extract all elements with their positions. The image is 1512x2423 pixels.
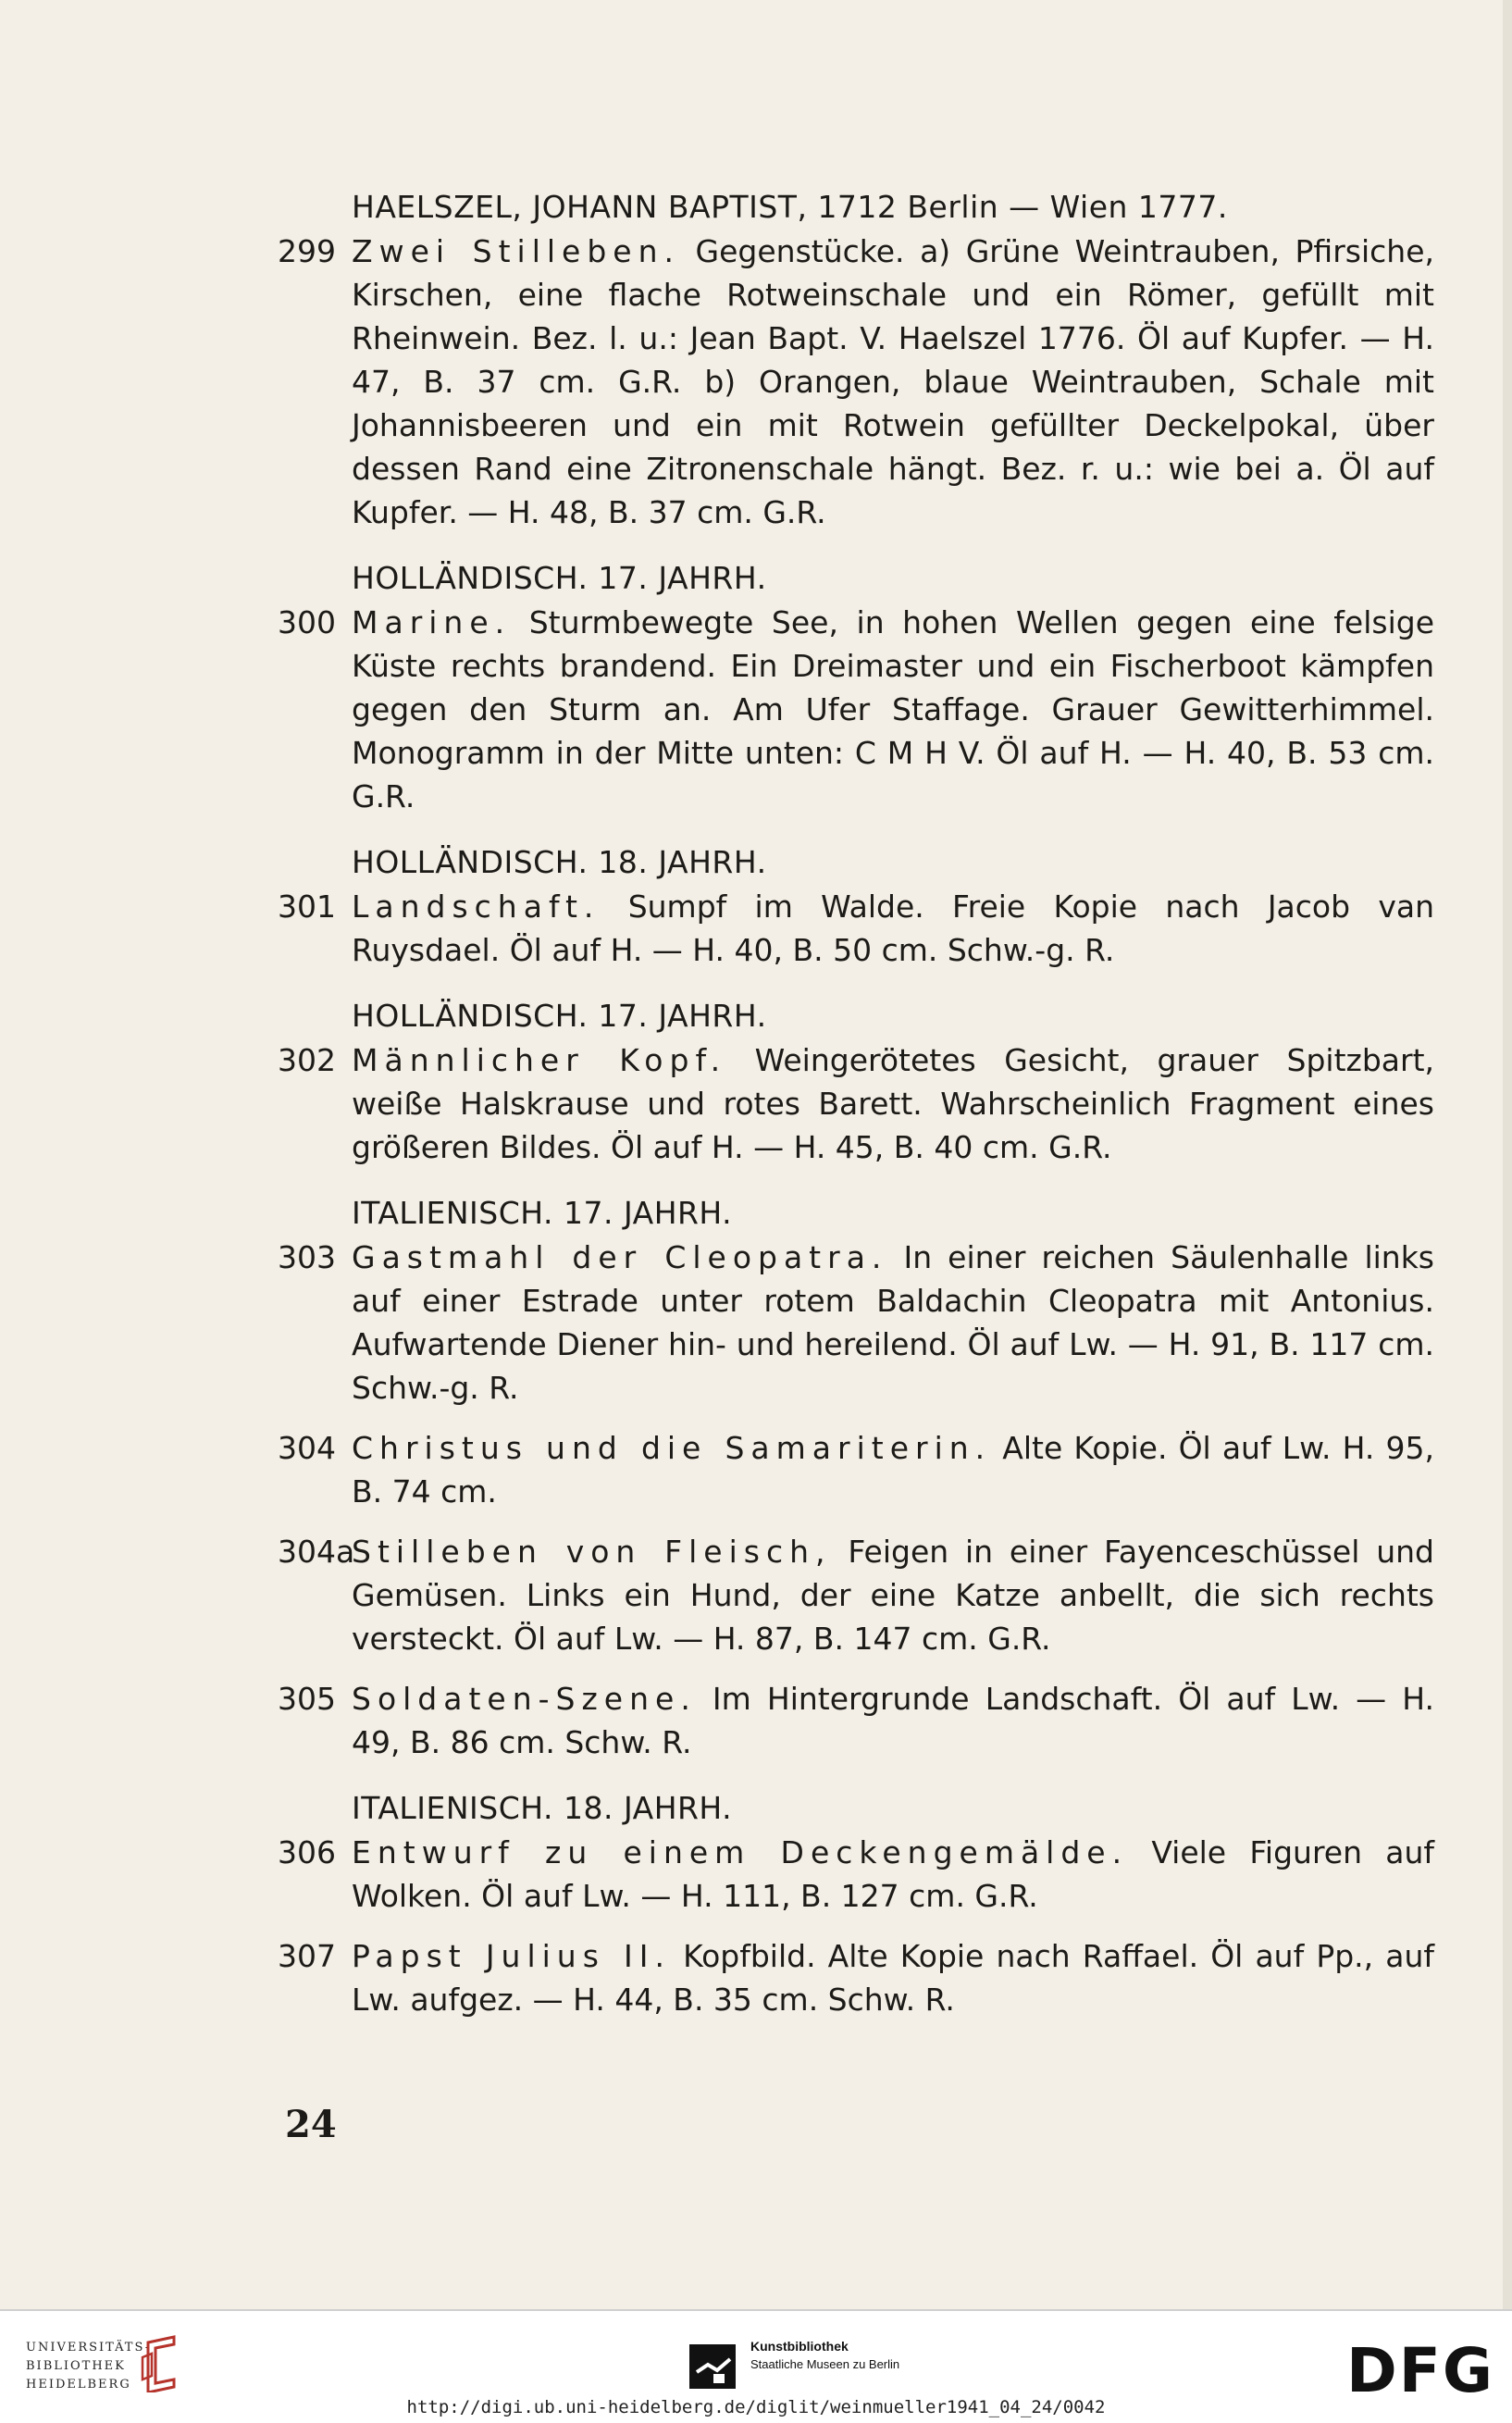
- catalog-entry: [278, 601, 1434, 818]
- entry-number: 307: [278, 1938, 336, 1974]
- entry-text: Weingerötetes Gesicht, grauer Spitzbart, weiße Halskrause und rotes Barett. Wahrscheinlich Fragment eines größeren Bildes. Öl auf H. — H. 45, B. 40 cm. G.R.: [352, 1042, 1435, 1165]
- kunstbibliothek-logo[interactable]: [689, 2335, 976, 2391]
- entry-text: Gegenstücke. a) Grüne Weintrauben, Pfirsiche, Kirschen, eine flache Rotweinschale und ein Römer, gefüllt mit Rheinwein. Bez. l. u.: Jean Bapt. V. Haelszel 1776. Öl auf Kupfer. — H. 47, B. 37 cm. G.R. b) Orangen, blaue Weintrauben, Schale mit Johannisbeeren und ein mit Rotwein gefüllter Deckelpokal, über dessen Rand eine Zitronenschale hängt. Bez. r. u.: wie bei a. Öl auf Kupfer. — H. 48, B. 37 cm. G.R.: [352, 233, 1434, 530]
- catalog-entry: [278, 1677, 1434, 1764]
- university-logo-line: UNIVERSITÄTS-: [26, 2341, 152, 2355]
- university-mark-icon: [139, 2335, 181, 2392]
- entry-title: Marine.: [352, 604, 512, 640]
- catalog-entry: [278, 230, 1434, 534]
- entry-number: 300: [278, 604, 336, 640]
- entry-title: Soldaten-Szene.: [352, 1681, 697, 1717]
- kunstbibliothek-subtitle: Staatliche Museen zu Berlin: [750, 2357, 900, 2371]
- entry-text: Im Hintergrunde Landschaft. Öl auf Lw. — H. 49, B. 86 cm. Schw. R.: [352, 1681, 1434, 1760]
- section-heading: HOLLÄNDISCH. 18. JAHRH.: [352, 844, 767, 880]
- university-logo-line: HEIDELBERG: [26, 2378, 131, 2392]
- entry-text: Viele Figuren auf Wolken. Öl auf Lw. — H. 111, B. 127 cm. G.R.: [352, 1834, 1434, 1914]
- section-heading: HOLLÄNDISCH. 17. JAHRH.: [352, 998, 767, 1034]
- entry-number: 304: [278, 1430, 336, 1466]
- entry-title: Zwei Stilleben.: [352, 233, 680, 269]
- entry-text: Alte Kopie. Öl auf Lw. H. 95, B. 74 cm.: [352, 1430, 1434, 1510]
- catalog-entry: [278, 1038, 1434, 1169]
- section-heading: ITALIENISCH. 18. JAHRH.: [352, 1790, 733, 1826]
- kunstbibliothek-text: [750, 2337, 899, 2374]
- entry-number: 303: [278, 1239, 336, 1275]
- section-heading: HOLLÄNDISCH. 17. JAHRH.: [352, 560, 767, 596]
- entry-title: Männlicher Kopf.: [352, 1042, 727, 1078]
- entry-number: 301: [278, 888, 336, 925]
- entry-title: Gastmahl der Cleopatra.: [352, 1239, 888, 1275]
- kunstbibliothek-mark-icon: [689, 2344, 736, 2389]
- entry-text: Kopfbild. Alte Kopie nach Raffael. Öl auf Pp., auf Lw. aufgez. — H. 44, B. 35 cm. Schw. R.: [352, 1938, 1434, 2018]
- section-heading: ITALIENISCH. 17. JAHRH.: [352, 1195, 733, 1231]
- entry-text: In einer reichen Säulenhalle links auf einer Estrade unter rotem Baldachin Cleopatra mit Antonius. Aufwartende Diener hin- und hereilend. Öl auf Lw. — H. 91, B. 117 cm. Schw.-g. R.: [352, 1239, 1434, 1406]
- permalink-url[interactable]: http://digi.ub.uni-heidelberg.de/diglit/weinmueller1941_04_24/0042: [406, 2397, 1106, 2417]
- university-library-logo[interactable]: [26, 2339, 151, 2394]
- catalog-text: [278, 185, 1434, 2038]
- entry-title: Landschaft.: [352, 888, 601, 925]
- catalog-entry: [278, 1530, 1434, 1660]
- entry-text: Sumpf im Walde. Freie Kopie nach Jacob van Ruysdael. Öl auf H. — H. 40, B. 50 cm. Schw.-g. R.: [352, 888, 1434, 968]
- university-logo-line: BIBLIOTHEK: [26, 2359, 126, 2373]
- entry-text: Sturmbewegte See, in hohen Wellen gegen eine felsige Küste rechts brandend. Ein Dreimaster und ein Fischerboot kämpfen gegen den Sturm an. Am Ufer Staffage. Grauer Gewitterhimmel. Monogramm in der Mitte unten: C M H V. Öl auf H. — H. 40, B. 53 cm. G.R.: [352, 604, 1434, 814]
- catalog-entry: [278, 1831, 1434, 1918]
- catalog-entry: [278, 1934, 1434, 2021]
- dfg-logo[interactable]: DFG: [1346, 2335, 1495, 2406]
- entry-title: Stilleben von Fleisch,: [352, 1534, 832, 1570]
- entry-title: Christus und die Samariterin.: [352, 1430, 992, 1466]
- page-number: 24: [285, 2103, 337, 2146]
- catalog-entry: [278, 1426, 1434, 1513]
- entry-number: 304a: [278, 1534, 355, 1570]
- catalog-entry: [278, 885, 1434, 972]
- section-heading: HAELSZEL, JOHANN BAPTIST, 1712 Berlin — Wien 1777.: [352, 189, 1228, 225]
- kunstbibliothek-title: Kunstbibliothek: [750, 2339, 849, 2354]
- entry-text: Feigen in einer Fayenceschüssel und Gemüsen. Links ein Hund, der eine Katze anbellt, die sich rechts versteckt. Öl auf Lw. — H. 87, B. 147 cm. G.R.: [352, 1534, 1434, 1657]
- catalog-entry: [278, 1236, 1434, 1410]
- entry-number: 299: [278, 233, 336, 269]
- footer-divider: [0, 2309, 1512, 2311]
- entry-title: Papst Julius II.: [352, 1938, 671, 1974]
- entry-number: 305: [278, 1681, 336, 1717]
- entry-title: Entwurf zu einem Deckengemälde.: [352, 1834, 1129, 1870]
- entry-number: 306: [278, 1834, 336, 1870]
- entry-number: 302: [278, 1042, 336, 1078]
- footer-bar: [0, 2309, 1512, 2423]
